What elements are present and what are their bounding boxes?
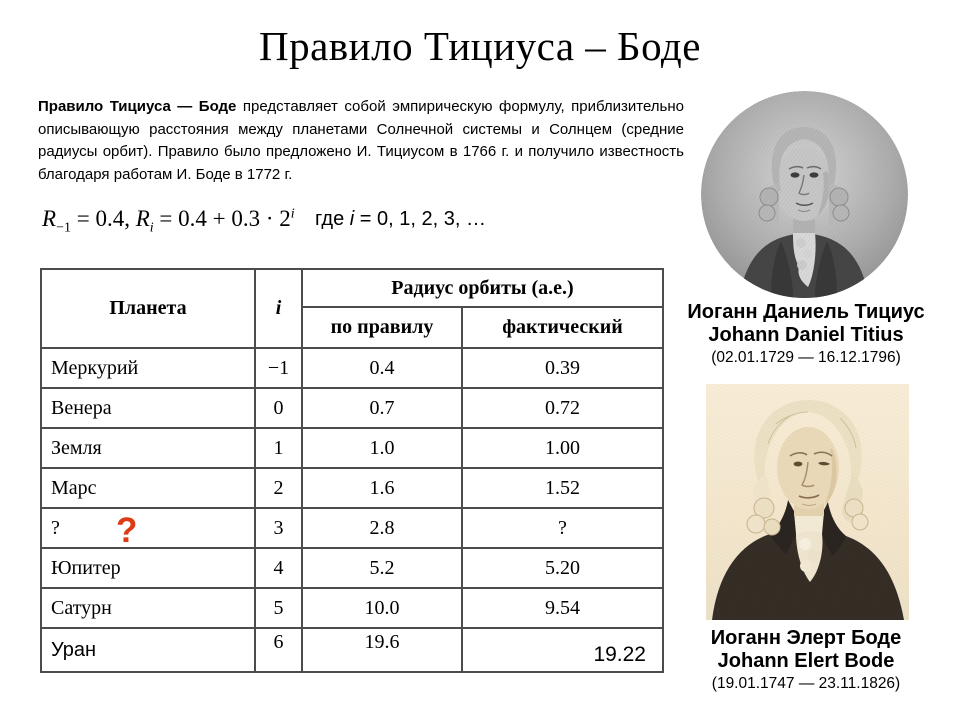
index-cell: 3 — [255, 508, 302, 548]
titius-dates: (02.01.1729 — 16.12.1796) — [711, 349, 901, 366]
planet-name-cell: Меркурий — [41, 348, 255, 388]
planet-name-cell: Марс — [41, 468, 255, 508]
bode-name-ru: Иоганн Элерт Боде — [710, 627, 902, 649]
unknown-planet-mark: ? — [51, 516, 60, 539]
rule-radius-cell: 5.2 — [302, 548, 462, 588]
bode-name-en: Johann Elert Bode — [717, 650, 895, 672]
formula-where-clause — [315, 208, 486, 231]
table-row-jupiter — [41, 548, 663, 588]
formula-var-r1: R — [42, 206, 57, 231]
formula-sub-i: i — [149, 220, 154, 236]
header-index-i: i — [255, 269, 302, 348]
formula-var-r2: R — [135, 206, 150, 231]
planets-table — [40, 268, 664, 673]
titius-portrait — [701, 91, 908, 298]
index-cell: 2 — [255, 468, 302, 508]
header-actual: фактический — [462, 307, 663, 348]
table-row-mercury — [41, 348, 663, 388]
page-title: Правило Тициуса – Боде — [259, 23, 701, 69]
table-row-venus — [41, 388, 663, 428]
header-by-rule: по правилу — [302, 307, 462, 348]
intro-lead-bold: Правило Тициуса — Боде — [38, 98, 237, 115]
index-cell: −1 — [255, 348, 302, 388]
big-red-question-mark: ? — [116, 511, 138, 550]
actual-radius-cell: 5.20 — [462, 548, 663, 588]
where-var-i: i — [349, 208, 355, 230]
actual-radius-cell: 0.72 — [462, 388, 663, 428]
intro-paragraph — [38, 96, 684, 186]
actual-radius-cell: 19.22 — [462, 628, 663, 672]
planet-name-cell: Юпитер — [41, 548, 255, 588]
titius-caption — [656, 301, 956, 368]
formula-sup-i: i — [290, 206, 295, 222]
index-cell: 5 — [255, 588, 302, 628]
rule-radius-cell: 1.6 — [302, 468, 462, 508]
actual-radius-cell: 1.52 — [462, 468, 663, 508]
rule-radius-cell: 10.0 — [302, 588, 462, 628]
titius-name-ru: Иоганн Даниель Тициус — [687, 301, 925, 323]
planet-name-cell: Сатурн — [41, 588, 255, 628]
actual-radius-cell: 9.54 — [462, 588, 663, 628]
planet-name-cell: Венера — [41, 388, 255, 428]
formula-mid: = 0.4, — [70, 206, 136, 231]
index-cell: 0 — [255, 388, 302, 428]
bode-engraving-image — [706, 384, 909, 620]
actual-radius-cell: 1.00 — [462, 428, 663, 468]
table-row-unknown-planet — [41, 508, 663, 548]
header-radius-group: Радиус орбиты (а.е.) — [302, 269, 663, 307]
rule-radius-cell: 1.0 — [302, 428, 462, 468]
planet-name-cell: Уран — [41, 628, 255, 672]
formula-sub-minus1: −1 — [56, 220, 71, 236]
titius-bode-formula — [42, 206, 295, 236]
table-row-saturn — [41, 588, 663, 628]
table-row-earth — [41, 428, 663, 468]
index-cell: 4 — [255, 548, 302, 588]
table-header — [41, 269, 663, 348]
header-planet: Планета — [41, 269, 255, 348]
formula-tail: = 0.4 + 0.3 · 2 — [153, 206, 291, 231]
table-row-uranus — [41, 628, 663, 672]
where-word: где — [315, 208, 350, 230]
rule-radius-cell: 0.4 — [302, 348, 462, 388]
actual-radius-cell: 0.39 — [462, 348, 663, 388]
table-row-mars — [41, 468, 663, 508]
bode-dates: (19.01.1747 — 23.11.1826) — [711, 675, 901, 692]
bode-portrait — [706, 384, 909, 620]
planet-name-cell — [41, 508, 255, 548]
index-cell: 1 — [255, 428, 302, 468]
rule-radius-cell: 2.8 — [302, 508, 462, 548]
actual-radius-cell: ? — [462, 508, 663, 548]
planet-name-cell: Земля — [41, 428, 255, 468]
titius-name-en: Johann Daniel Titius — [708, 324, 904, 346]
index-cell: 6 — [255, 628, 302, 672]
intro-body-text: представляет собой эмпирическую формулу, приблизительно описывающую расстояния между планетами Солнечной системы и Солнцем (средние радиусы орбит). Правило было предложено И. Тициусом в 1766 г. и получило известность благодаря работам И. Боде в 1772 г. — [38, 98, 684, 183]
rule-radius-cell: 19.6 — [302, 628, 462, 672]
bode-caption — [656, 627, 956, 694]
titius-engraving-image — [701, 91, 908, 298]
where-values: = 0, 1, 2, 3, … — [354, 208, 486, 230]
rule-radius-cell: 0.7 — [302, 388, 462, 428]
